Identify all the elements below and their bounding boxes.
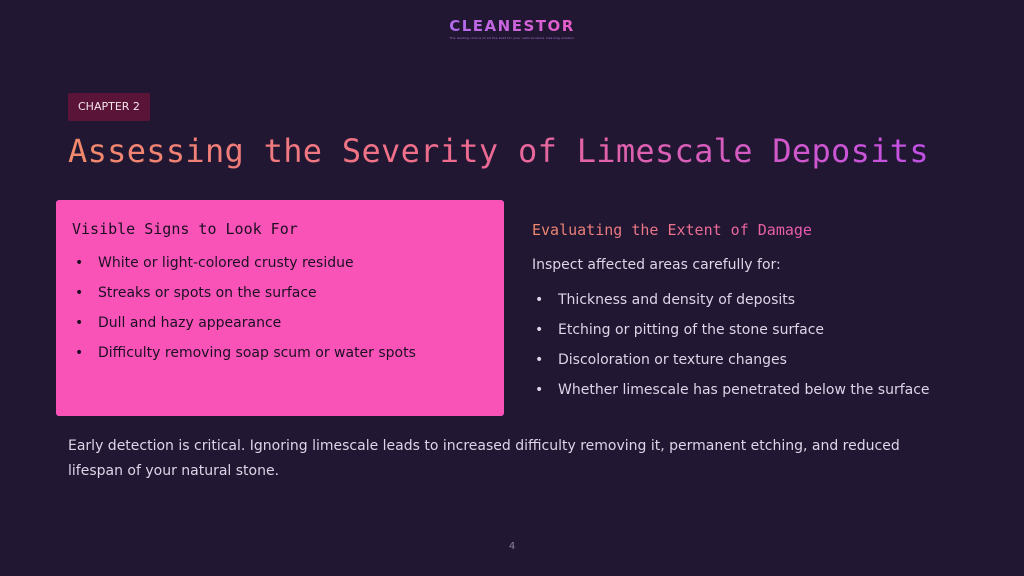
bullet-icon: • bbox=[75, 345, 84, 361]
bullet-icon: • bbox=[75, 285, 84, 301]
bullet-icon: • bbox=[75, 315, 84, 331]
list-item bbox=[532, 291, 972, 310]
list-item-text: Discoloration or texture changes bbox=[558, 352, 787, 368]
list-item-text: Thickness and density of deposits bbox=[558, 292, 796, 308]
list-item bbox=[72, 254, 488, 273]
list-item bbox=[72, 344, 488, 363]
summary-paragraph: Early detection is critical. Ignoring limescale leads to increased difficulty removing it, permanent etching, and reduced lifespan of your natural stone. bbox=[68, 438, 900, 479]
list-item bbox=[72, 284, 488, 303]
list-item bbox=[72, 314, 488, 333]
visible-signs-heading: Visible Signs to Look For bbox=[72, 220, 298, 238]
list-item bbox=[532, 351, 972, 370]
bullet-icon: • bbox=[535, 382, 544, 398]
damage-extent-section bbox=[532, 220, 972, 411]
bullet-icon: • bbox=[535, 322, 544, 338]
list-item-text: Difficulty removing soap scum or water spots bbox=[98, 345, 416, 361]
list-item-text: Streaks or spots on the surface bbox=[98, 285, 317, 301]
chapter-badge: CHAPTER 2 bbox=[68, 93, 150, 121]
damage-extent-heading: Evaluating the Extent of Damage bbox=[532, 221, 812, 239]
list-item-text: White or light-colored crusty residue bbox=[98, 255, 354, 271]
list-item bbox=[532, 381, 972, 400]
page-title: Assessing the Severity of Limescale Deposits bbox=[68, 132, 929, 170]
damage-extent-list bbox=[532, 291, 972, 400]
bullet-icon: • bbox=[535, 292, 544, 308]
brand-logo bbox=[0, 16, 1024, 40]
visible-signs-card bbox=[56, 200, 504, 416]
list-item-text: Whether limescale has penetrated below the surface bbox=[558, 382, 930, 398]
bullet-icon: • bbox=[75, 255, 84, 271]
logo-wordmark: CLEANESTOR bbox=[449, 17, 575, 35]
list-item-text: Etching or pitting of the stone surface bbox=[558, 322, 825, 338]
damage-extent-intro: Inspect affected areas carefully for: bbox=[532, 257, 781, 273]
list-item-text: Dull and hazy appearance bbox=[98, 315, 282, 331]
logo-tagline: The leading choice of all the best for your natural stone cleaning solution bbox=[449, 36, 575, 40]
visible-signs-list bbox=[72, 254, 488, 363]
bullet-icon: • bbox=[535, 352, 544, 368]
page-number: 4 bbox=[508, 541, 516, 552]
list-item bbox=[532, 321, 972, 340]
